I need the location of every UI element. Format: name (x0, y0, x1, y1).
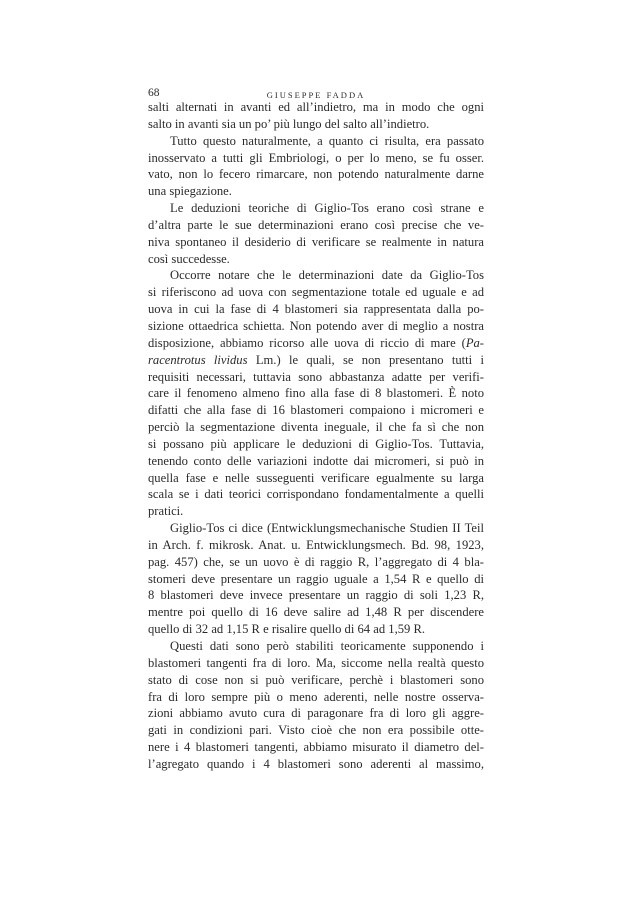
line-text: tenendo conto delle variazioni indotte dai micromeri, si può in (148, 453, 484, 468)
line-text: nere i 4 blastomeri tangenti, abbiamo misurato il diametro del- (148, 740, 484, 755)
line-text: pratici. (148, 504, 184, 519)
line-text: pag. 457) che, se un uovo è di raggio R, l’aggregato di 4 bla- (148, 554, 484, 569)
body-text (148, 99, 484, 773)
text-line (148, 638, 484, 655)
line-text: care il fenomeno almeno fino alla fase di 8 blastomeri. È noto (148, 386, 484, 401)
line-text: Le deduzioni teoriche di Giglio-Tos erano così strane e (170, 201, 484, 216)
line-text: in Arch. f. mikrosk. Anat. u. Entwicklungsmech. Bd. 98, 1923, (148, 537, 484, 552)
line-text: quello di 32 ad 1,15 R e risalire quello di 64 ad 1,59 R. (148, 622, 426, 637)
text-line (148, 739, 484, 756)
text-line (148, 571, 484, 588)
line-text: d’altra parte le sue determinazioni erano così precise che ve- (148, 217, 484, 232)
line-text: una spiegazione. (148, 184, 232, 199)
line-text: difatti che alla fase di 16 blastomeri compaiono i micromeri e (148, 403, 484, 418)
text-line (148, 166, 484, 183)
line-text: disposizione, abbiamo ricorso alle uova di riccio di mare ( (148, 335, 466, 350)
line-text: si riferiscono ad uova con segmentazione totale ed uguale e ad (148, 285, 484, 300)
text-line (148, 470, 484, 487)
text-line (148, 352, 484, 369)
running-head: GIUSEPPE FADDA (266, 90, 366, 100)
text-line (148, 537, 484, 554)
text-line (148, 436, 484, 453)
text-line (148, 419, 484, 436)
text-line (148, 402, 484, 419)
text-line (148, 335, 484, 352)
text-line (148, 756, 484, 773)
line-text: sizione ottaedrica schietta. Non potendo aver di meglio a nostra (148, 318, 484, 333)
line-text: 8 blastomeri deve invece presentare un raggio di soli 1,23 R, (148, 588, 484, 603)
text-line (148, 655, 484, 672)
line-text: blastomeri tangenti fra di loro. Ma, siccome nella realtà questo (148, 655, 484, 670)
line-text: Occorre notare che le determinazioni date da Giglio-Tos (170, 268, 484, 283)
text-line (148, 486, 484, 503)
text-line (148, 267, 484, 284)
text-line (148, 672, 484, 689)
italic-text: racentrotus lividus (148, 352, 248, 367)
text-line (148, 689, 484, 706)
italic-text: Pa- (465, 335, 484, 350)
text-line (148, 251, 484, 268)
line-text: scala se i dati teorici corrispondano fondamentalmente a quelli (148, 487, 484, 502)
text-line (148, 284, 484, 301)
line-text: inosservato a tutti gli Embriologi, o per lo meno, se fu osser. (148, 150, 484, 165)
text-line (148, 722, 484, 739)
text-line (148, 705, 484, 722)
line-text: Questi dati sono però stabiliti teoricamente supponendo i (170, 639, 484, 653)
line-text: gati in condizioni pari. Visto cioè che non era possibile otte- (148, 723, 484, 738)
line-text: perciò la segmentazione diventa ineguale, il che fa sì che non (148, 420, 484, 435)
line-text: stato di cose non si può verificare, perchè i blastomeri sono (148, 672, 484, 687)
line-text: vato, non lo fecero rimarcare, non potendo naturalmente darne (148, 167, 484, 182)
line-text: uova in cui la fase di 4 blastomeri sia rappresentata dalla po- (148, 302, 484, 317)
line-text: così succedesse. (148, 251, 230, 266)
line-text: si possano più applicare le deduzioni di Giglio-Tos. Tuttavia, (148, 436, 484, 451)
line-text: Lm.) le quali, se non presentano tutti i (247, 352, 484, 367)
text-line (148, 554, 484, 571)
line-text: salto in avanti sia un po’ più lungo del salto all’indietro. (148, 116, 430, 131)
text-line (148, 200, 484, 217)
text-line (148, 301, 484, 318)
text-line (148, 133, 484, 150)
text-line (148, 604, 484, 621)
text-line (148, 385, 484, 402)
line-text: salti alternati in avanti ed all’indietro, ma in modo che ogni (148, 100, 484, 114)
text-line (148, 183, 484, 200)
line-text: l’agregato quando i 4 blastomeri sono aderenti al massimo, (148, 756, 484, 771)
text-line (148, 587, 484, 604)
text-line (148, 99, 484, 116)
text-line (148, 116, 484, 133)
line-text: fra di loro sempre più o meno aderenti, nelle nostre osserva- (148, 689, 484, 704)
line-text: mentre poi quello di 16 deve salire ad 1,48 R per discendere (148, 605, 484, 620)
text-line (148, 503, 484, 520)
line-text: stomeri deve presentare un raggio uguale a 1,54 R e quello di (148, 571, 484, 586)
line-text: requisiti necessari, tuttavia sono abbastanza adatte per verifi- (148, 369, 484, 384)
text-line (148, 369, 484, 386)
text-line (148, 234, 484, 251)
line-text: quella fase e nelle susseguenti verificare egualmente su larga (148, 470, 484, 485)
line-text: zioni abbiamo avuto cura di paragonare fra di loro gli aggre- (148, 706, 484, 721)
line-text: Giglio-Tos ci dice (Entwicklungsmechanische Studien II Teil (170, 521, 484, 536)
line-text: niva spontaneo il desiderio di verificare se realmente in natura (148, 234, 484, 249)
text-line (148, 217, 484, 234)
page-number: 68 (148, 87, 160, 99)
text-line (148, 150, 484, 167)
text-line (148, 318, 484, 335)
text-line (148, 520, 484, 537)
text-line (148, 453, 484, 470)
text-line (148, 621, 484, 638)
line-text: Tutto questo naturalmente, a quanto ci risulta, era passato (170, 133, 484, 148)
